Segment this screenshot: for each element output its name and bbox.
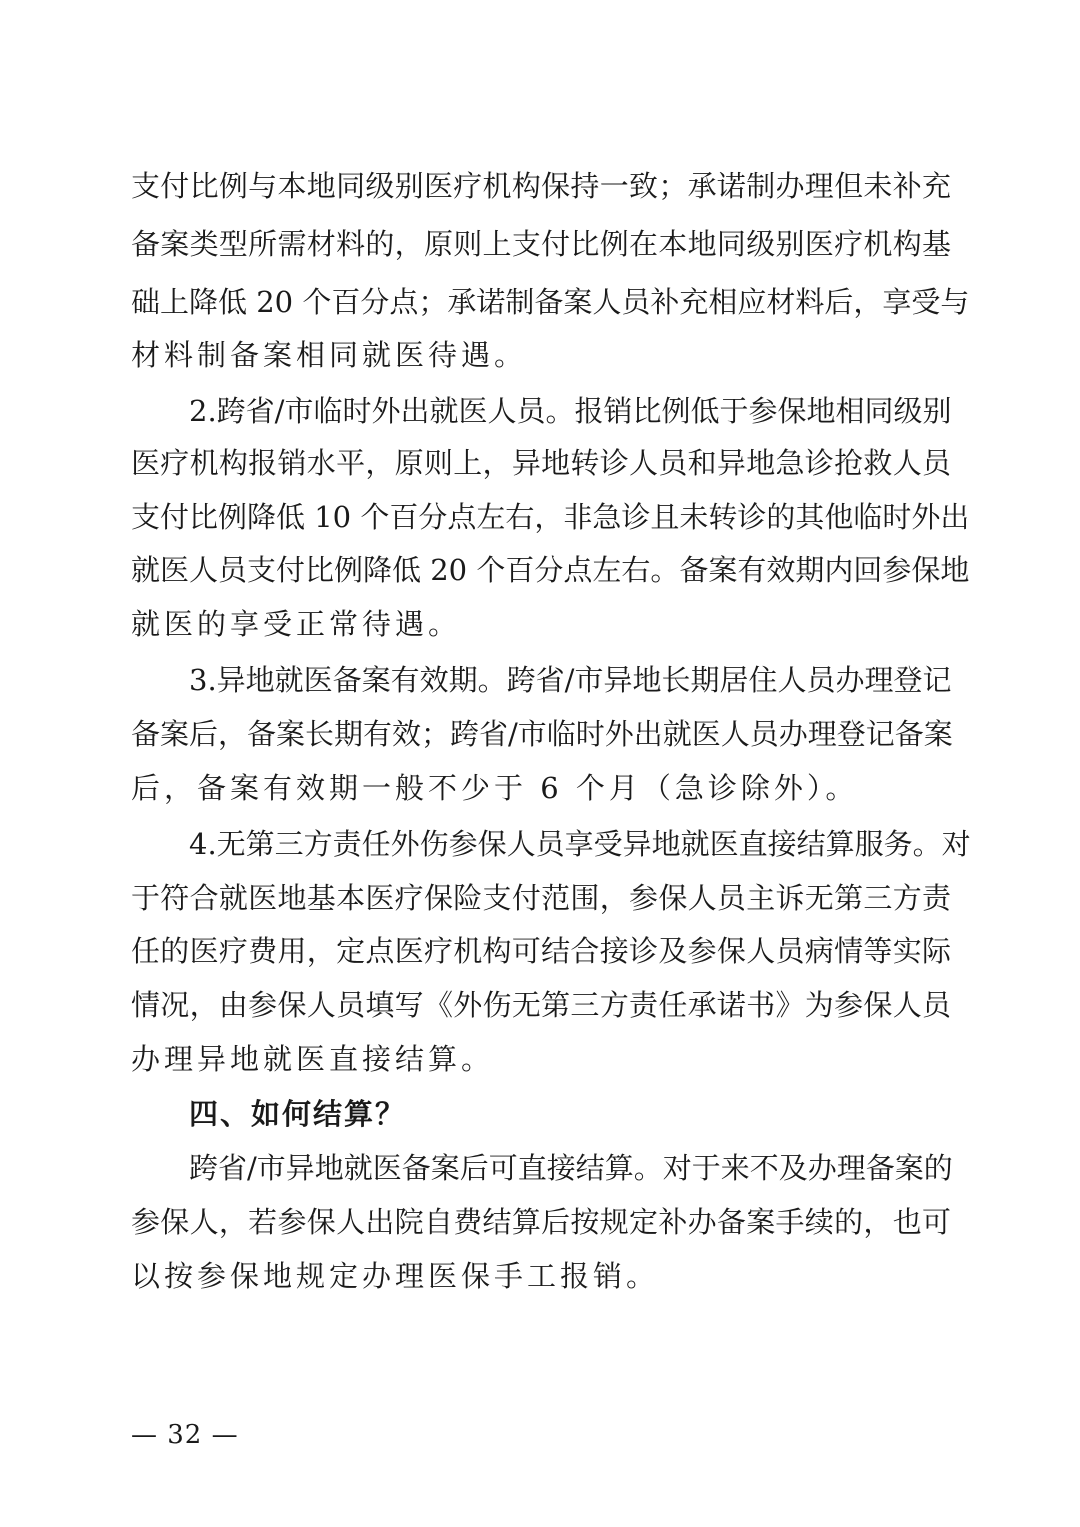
paragraph-line: 支付比例降低 10 个百分点左右，非急诊且未转诊的其他临时外出 xyxy=(131,500,970,534)
paragraph-line: 情况，由参保人员填写《外伤无第三方责任承诺书》为参保人员 xyxy=(131,988,951,1022)
section-heading: 四、如何结算？ xyxy=(189,1097,407,1131)
paragraph-line: 础上降低 20 个百分点；承诺制备案人员补充相应材料后，享受与 xyxy=(131,285,970,319)
paragraph-line: 跨省/市异地就医备案后可直接结算。对于来不及办理备案的 xyxy=(189,1151,953,1185)
paragraph-line: 以按参保地规定办理医保手工报销。 xyxy=(131,1259,660,1293)
paragraph-line: 就医人员支付比例降低 20 个百分点左右。备案有效期内回参保地 xyxy=(131,553,970,587)
paragraph-line: 于符合就医地基本医疗保险支付范围，参保人员主诉无第三方责 xyxy=(131,881,951,915)
paragraph-line: 参保人，若参保人出院自费结算后按规定补办备案手续的，也可 xyxy=(131,1205,951,1239)
paragraph-line: 备案后，备案长期有效；跨省/市临时外出就医人员办理登记备案 xyxy=(131,717,953,751)
paragraph-line: 4.无第三方责任外伤参保人员享受异地就医直接结算服务。对 xyxy=(189,827,971,861)
paragraph-line: 2.跨省/市临时外出就医人员。报销比例低于参保地相同级别 xyxy=(189,394,952,428)
paragraph-line: 医疗机构报销水平，原则上，异地转诊人员和异地急诊抢救人员 xyxy=(131,446,951,480)
paragraph-line: 3.异地就医备案有效期。跨省/市异地长期居住人员办理登记 xyxy=(189,663,952,697)
paragraph-line: 材料制备案相同就医待遇。 xyxy=(131,338,528,372)
paragraph-line: 备案类型所需材料的，原则上支付比例在本地同级别医疗机构基 xyxy=(131,227,951,261)
paragraph-line: 任的医疗费用，定点医疗机构可结合接诊及参保人员病情等实际 xyxy=(131,934,951,968)
paragraph-line: 办理异地就医直接结算。 xyxy=(131,1042,495,1076)
paragraph-line: 就医的享受正常待遇。 xyxy=(131,607,462,641)
paragraph-line: 后，备案有效期一般不少于 6 个月（急诊除外）。 xyxy=(131,771,859,805)
page-number: — 32 — xyxy=(131,1420,239,1450)
paragraph-line: 支付比例与本地同级别医疗机构保持一致；承诺制办理但未补充 xyxy=(131,169,951,203)
